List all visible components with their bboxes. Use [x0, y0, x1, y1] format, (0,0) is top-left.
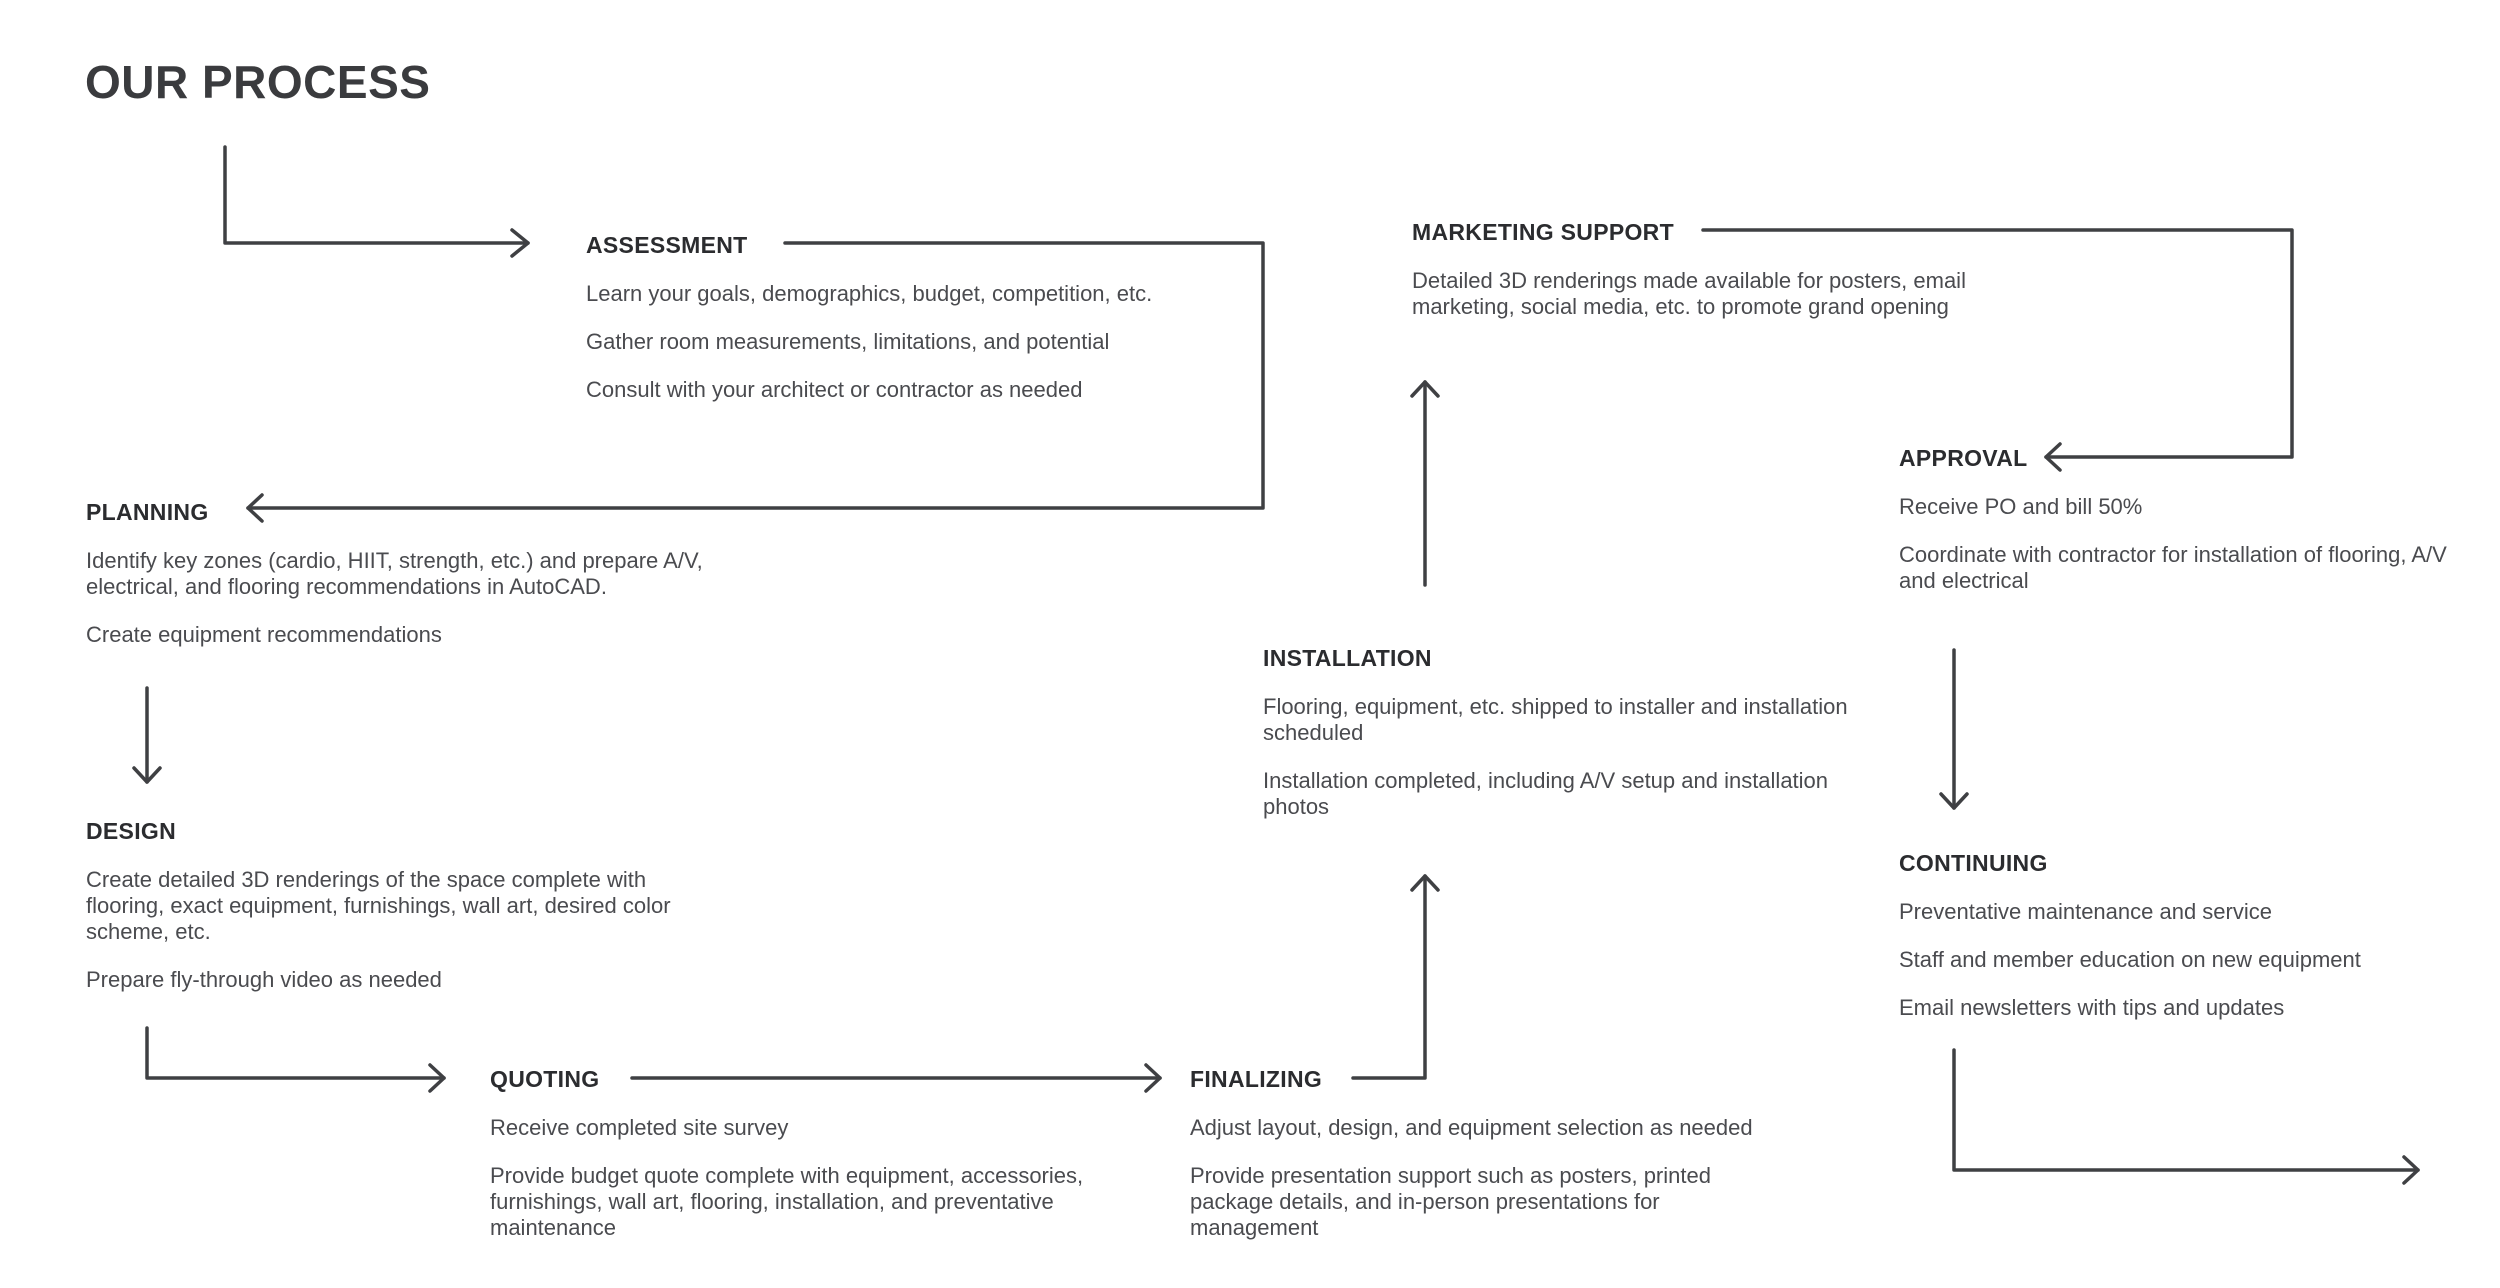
step-title: INSTALLATION — [1263, 645, 1432, 671]
step-items — [490, 1115, 1090, 1241]
step-design — [86, 818, 696, 1015]
connector-design-to-quoting — [147, 1028, 444, 1091]
step-installation — [1263, 645, 1878, 842]
step-item: Learn your goals, demographics, budget, competition, etc. — [586, 281, 1153, 306]
step-approval — [1899, 445, 2489, 616]
step-items — [86, 867, 696, 993]
step-item: Gather room measurements, limitations, and potential — [586, 329, 1110, 354]
step-item: Flooring, equipment, etc. shipped to installer and installation scheduled — [1263, 694, 1848, 745]
step-title: PLANNING — [86, 499, 209, 525]
step-title: QUOTING — [490, 1066, 600, 1092]
step-title: ASSESSMENT — [586, 232, 748, 258]
connector-planning-to-design — [134, 688, 160, 782]
connector-start-to-assessment — [225, 147, 528, 256]
step-item: Email newsletters with tips and updates — [1899, 995, 2285, 1020]
step-item: Identify key zones (cardio, HIIT, strength, etc.) and prepare A/V, electrical, and flooring recommendations in AutoCAD. — [86, 548, 703, 599]
step-item: Receive PO and bill 50% — [1899, 494, 2143, 519]
step-title: CONTINUING — [1899, 850, 2048, 876]
step-planning — [86, 499, 706, 670]
step-title: APPROVAL — [1899, 445, 2028, 471]
step-item: Create detailed 3D renderings of the space complete with flooring, exact equipment, furnishings, wall art, desired color scheme, etc. — [86, 867, 671, 944]
step-title: DESIGN — [86, 818, 176, 844]
step-item: Staff and member education on new equipment — [1899, 947, 2361, 972]
connector-continuing-to-end — [1954, 1050, 2418, 1183]
step-item: Provide presentation support such as posters, printed package details, and in-person presentations for management — [1190, 1163, 1711, 1240]
connector-approval-to-continuing — [1941, 650, 1967, 808]
connector-finalizing-to-installation — [1353, 876, 1438, 1078]
step-item: Create equipment recommendations — [86, 622, 442, 647]
step-item: Detailed 3D renderings made available for posters, email marketing, social media, etc. to promote grand opening — [1412, 268, 1966, 319]
step-finalizing — [1190, 1066, 1790, 1263]
step-item: Preventative maintenance and service — [1899, 899, 2272, 924]
step-quoting — [490, 1066, 1090, 1263]
step-item: Receive completed site survey — [490, 1115, 789, 1140]
step-item: Prepare fly-through video as needed — [86, 967, 442, 992]
step-title: FINALIZING — [1190, 1066, 1323, 1092]
page-title: OUR PROCESS — [85, 56, 431, 108]
step-items — [1190, 1115, 1790, 1241]
step-item: Provide budget quote complete with equipment, accessories, furnishings, wall art, flooring, installation, and preventative maintenance — [490, 1163, 1084, 1240]
step-items — [1263, 694, 1878, 820]
step-marketing-support — [1412, 219, 2052, 342]
step-items — [1899, 494, 2489, 594]
step-items — [586, 281, 1246, 403]
step-continuing — [1899, 850, 2489, 1043]
step-item: Coordinate with contractor for installation of flooring, A/V and electrical — [1899, 542, 2447, 593]
step-items — [1412, 268, 2052, 320]
step-items — [86, 548, 706, 648]
step-items — [1899, 899, 2489, 1021]
step-item: Installation completed, including A/V setup and installation photos — [1263, 768, 1829, 819]
connector-installation-to-marketing — [1412, 382, 1438, 585]
step-title: MARKETING SUPPORT — [1412, 219, 1674, 245]
step-item: Consult with your architect or contractor as needed — [586, 377, 1083, 402]
step-assessment — [586, 232, 1246, 425]
step-item: Adjust layout, design, and equipment selection as needed — [1190, 1115, 1753, 1140]
